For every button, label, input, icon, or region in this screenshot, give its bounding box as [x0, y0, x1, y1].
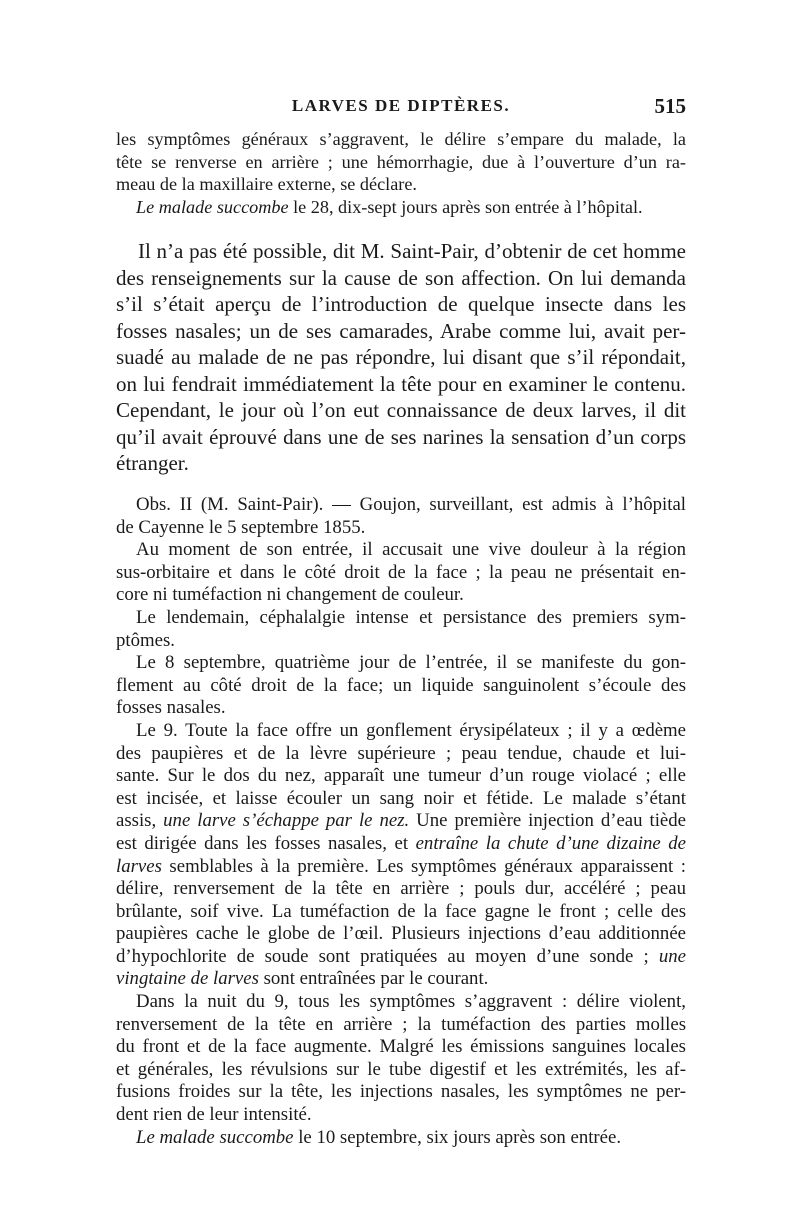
text-line: vingtaine de larves sont entraînées par le courant. — [116, 968, 489, 990]
text-line: Il n’a pas été possible, dit M. Saint-Pair, d’obtenir de cet homme — [138, 239, 686, 263]
page-header — [116, 96, 686, 126]
running-title: LARVES DE DIPTÈRES. — [291, 96, 511, 115]
text-line: qu’il avait éprouvé dans une de ses narines la sensation d’un corps — [116, 424, 686, 449]
text-line: délire, renversement de la tête en arrière ; pouls dur, accéléré ; peau — [116, 878, 686, 900]
text-line: des paupières et de la lèvre supérieure ; peau tendue, chaude et lui- — [116, 742, 686, 764]
text-line: Dans la nuit du 9, tous les symptômes s’aggravent : délire violent, — [136, 991, 686, 1013]
text-line: Cependant, le jour où l’on eut connaissance de deux larves, il dit — [116, 398, 686, 422]
text-line: du front et de la face augmente. Malgré les émissions sanguines locales — [116, 1036, 686, 1058]
outcome-line: Le malade succombe le 10 septembre, six jours après son entrée. — [136, 1126, 622, 1148]
text-line: ptômes. — [116, 629, 175, 651]
text-line: Au moment de son entrée, il accusait une vive douleur à la région — [136, 539, 686, 561]
text-line: est dirigée dans les fosses nasales, et entraîne la chute d’une dizaine de — [116, 832, 686, 854]
italic-phrase: Le malade succombe — [136, 196, 289, 217]
text-line: meau de la maxillaire externe, se déclare. — [116, 174, 417, 194]
text-line: flement au côté droit de la face; un liquide sanguinolent s’écoule des — [116, 674, 686, 696]
text-line: sus-orbitaire et dans le côté droit de la face ; la peau ne présentait en- — [116, 561, 686, 583]
closing-paragraph — [116, 128, 686, 218]
text-line: fusions froides sur la tête, les injections nasales, les symptômes ne per- — [116, 1081, 686, 1103]
text-line: Obs. II (M. Saint-Pair). — Goujon, surveillant, est admis à l’hôpital — [136, 494, 686, 515]
italic-phrase: larves — [116, 855, 162, 877]
text-line: étranger. — [116, 451, 189, 475]
text-line: brûlante, soif vive. La tuméfaction de la face gagne le front ; celle des — [116, 900, 686, 922]
italic-phrase: une — [658, 945, 686, 967]
text-line: et générales, les révulsions sur le tube digestif et les extrémités, les af- — [116, 1058, 686, 1080]
text-line: renversement de la tête en arrière ; la tuméfaction des parties molles — [116, 1013, 686, 1035]
text-line: on lui fendrait immédiatement la tête pour en examiner le contenu. — [116, 371, 686, 396]
italic-phrase: vingtaine de larves — [116, 968, 259, 990]
italic-phrase: une larve s’échappe par le nez. — [163, 810, 410, 832]
text-line: s’il s’était aperçu de l’introduction de quelque insecte dans les — [116, 292, 686, 316]
text-line: suadé au malade de ne pas répondre, lui disant que s’il répondait, — [116, 345, 686, 369]
text-line: d’hypochlorite de soude sont pratiquées au moyen d’une sonde ; une — [116, 945, 686, 967]
italic-phrase: Le malade succombe — [136, 1126, 294, 1148]
text-line: est incisée, et laisse écouler un sang noir et fétide. Le malade s’étant — [116, 787, 686, 809]
text-line: core ni tuméfaction ni changement de couleur. — [116, 584, 464, 606]
text-line: fosses nasales. — [116, 697, 226, 719]
text-line: paupières cache le globe de l’œil. Plusieurs injections d’eau additionnée — [116, 923, 686, 945]
text-line: assis, une larve s’échappe par le nez. Une première injection d’eau tiède — [116, 810, 686, 832]
text-line: fosses nasales; un de ses camarades, Arabe comme lui, avait per- — [116, 318, 686, 343]
text-line: Le lendemain, céphalalgie intense et persistance des premiers sym- — [136, 606, 686, 628]
page-number: 515 — [654, 94, 686, 118]
text-line: Le 9. Toute la face offre un gonflement érysipélateux ; il y a œdème — [136, 719, 686, 741]
text-line: de Cayenne le 5 septembre 1855. — [116, 516, 366, 538]
text-line: dent rien de leur intensité. — [116, 1104, 312, 1126]
text-line: tête se renverse en arrière ; une hémorrhagie, due à l’ouverture d’un ra- — [116, 151, 686, 172]
text-line: Le 8 septembre, quatrième jour de l’entrée, il se manifeste du gon- — [136, 652, 686, 674]
text-line: larves semblables à la première. Les symptômes généraux apparaissent : — [116, 855, 686, 877]
text-line: les symptômes généraux s’aggravent, le délire s’empare du malade, la — [116, 129, 686, 149]
outcome-line: Le malade succombe le 28, dix-sept jours après son entrée à l’hôpital. — [136, 196, 643, 217]
observation-section — [116, 494, 686, 1149]
author-comment-paragraph — [116, 238, 686, 477]
italic-phrase: entraîne la chute d’une dizaine de — [415, 832, 686, 854]
text-line: sante. Sur le dos du nez, apparaît une tumeur d’un rouge violacé ; elle — [116, 765, 686, 787]
text-line: des renseignements sur la cause de son affection. On lui demanda — [116, 265, 686, 290]
